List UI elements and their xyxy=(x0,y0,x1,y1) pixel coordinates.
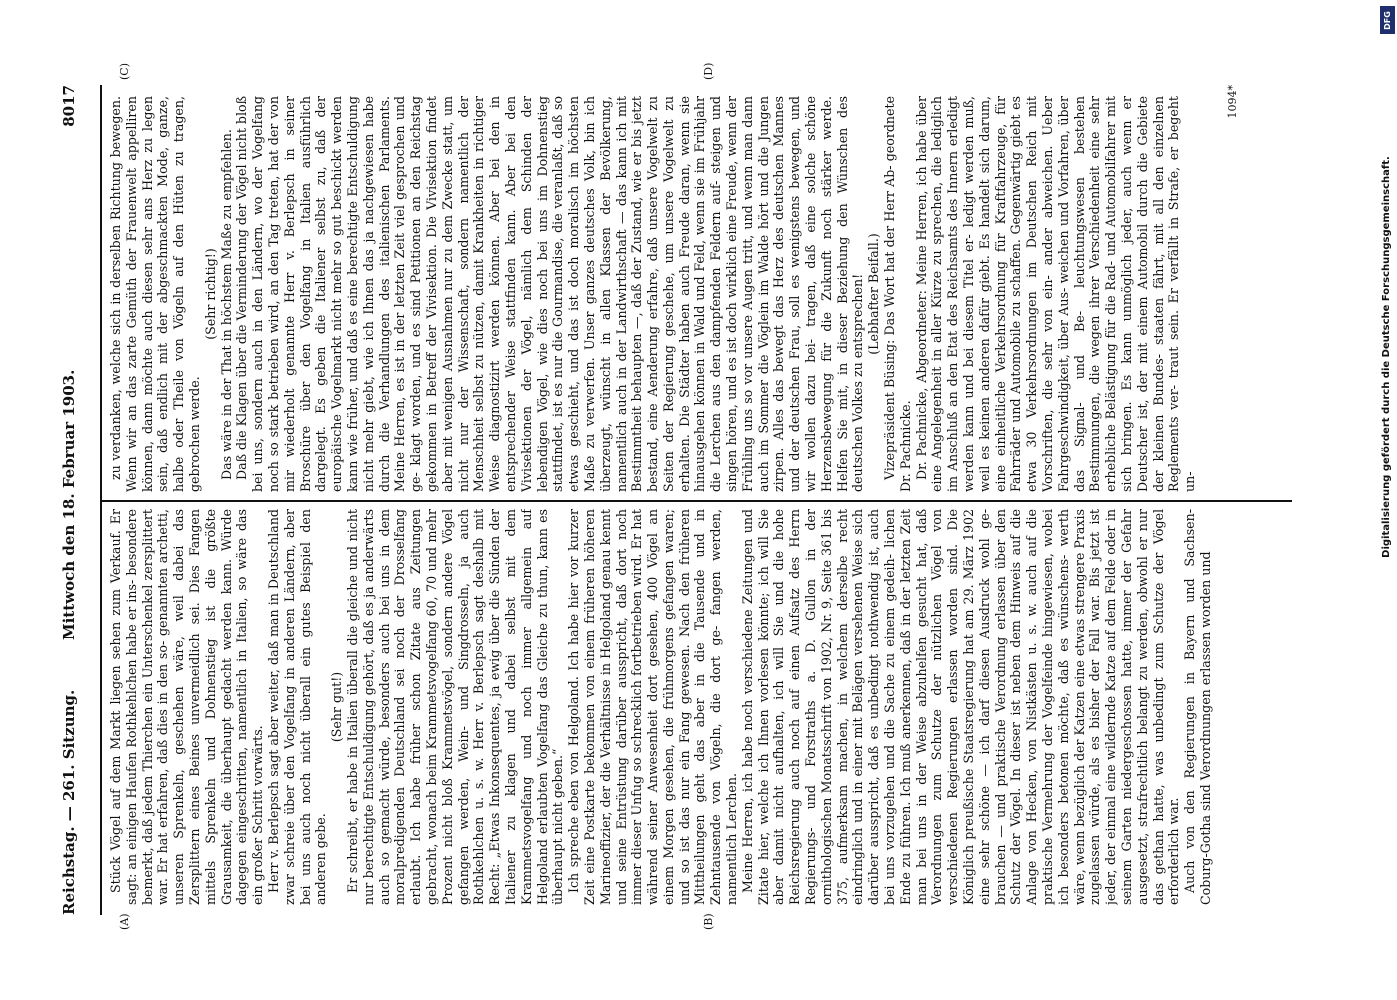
margin-mark-c: (C) xyxy=(118,63,131,80)
paragraph: Meine Herren, ich habe noch verschiedene Zeitungen und Zitate hier, welche ich Ihnen vorlesen könnte; ich will Sie aber damit nicht aufhalten, ich will Sie und die hohe Reichsregierung auch noch auf einen Aufsatz des Herrn Regierungs- und Forstraths a. D. Gullon in der ornithologischen Monatsschrift von 1902, Nr. 9, Seite 361 bis 375, aufmerksam machen, in welchem derselbe recht eindringlich und in einer mit Belägen versehenen Weise sich darüber ausspricht, daß es unbedingt nothwendig ist, auch bei uns vorzugehen und die Sache zu einem gedeih- lichen Ende zu führen. Ich muß anerkennen, daß in der letzten Zeit man bei uns in der Weise abzuhelfen gesucht hat, daß Verordnungen zum Schutze der nützlichen Vögel von verschiedenen Regierungen erlassen worden sind. Die Königlich preußische Staatsregierung hat am 29. März 1902 eine sehr schöne — ich darf diesen Ausdruck wohl ge- brauchen — und praktische Verordnung erlassen über den Schutz der Vögel. In dieser ist neben dem Hinweis auf die Anlage von Hecken, von Nistkästen u. s. w. auch auf die praktische Vermehrung der Vogelfeinde hingewiesen, wobei ich besonders betonen möchte, daß es wünschens- werth wäre, wenn bezüglich der Katzen eine etwas strengere Praxis zugelassen würde, als es bisher der Fall war. Bis jetzt ist jeder, der einmal eine wildernde Katze auf dem Felde oder in seinem Garten niedergeschossen hatte, immer der Gefahr ausgesetzt, strafrechtlich belangt zu werden, obwohl er nur das gethan hatte, was unbedingt zum Schutze der Vögel erforderlich war. xyxy=(739,509,1182,905)
text-column-left xyxy=(108,509,1288,905)
paragraph: Stück Vögel auf dem Markt liegen sehen zum Verkauf. Er sagt: an einigen Haufen Rothkehlchen habe er ins- besondere bemerkt, daß jedem Thierchen ein Unterschenkel zersplittert war. Er hat erfahren, daß dies in den so- genannten archetti, unseren Sprenkeln, geschehen wäre, weil dabei das Zersplittern eines Beines unvermeidlich sei. Dies Fangen mittels Sprenkeln und Dohnenstieg ist die größte Grausamkeit, die überhaupt gedacht werden kann. Würde dagegen eingeschritten, namentlich in Italien, so wäre das ein großer Schritt vorwärts. xyxy=(108,509,266,905)
page-header xyxy=(60,85,88,915)
paragraph: (Lebhafter Beifall.) xyxy=(866,233,882,355)
paragraph: Herr v. Berlepsch sagt aber weiter, daß man in Deutschland zwar schreie über den Vogelfang in anderen Ländern, aber bei uns auch noch nicht überall ein gutes Beispiel den anderen gebe. xyxy=(265,509,329,905)
margin-mark-d: (D) xyxy=(702,62,715,80)
sidebar-caption: Digitalisierung gefördert durch die Deutsche Forschungsgemeinschaft. xyxy=(1381,156,1392,558)
text-column-right xyxy=(108,96,1288,492)
paragraph: Auch von den Regierungen in Bayern und Sachsen- Coburg-Gotha sind Verordnungen erlassen worden und xyxy=(1182,509,1213,905)
margin-mark-a: (A) xyxy=(118,913,131,930)
signature-footer: 1094* xyxy=(1226,85,1239,119)
paragraph: Daß die Klagen über die Verminderung der Vögel nicht bloß bei uns, sondern auch in den Ländern, wo der Vogelfang noch so stark betrieben wird, an den Tag treten, hat der von mir wiederholt genannte Herr v. Berlepsch in seiner Broschüre über den Vogelfang in Italien ausführlich dargelegt. Es geben die Italiener selbst zu, daß der europäische Vogelmarkt nicht mehr so gut beschickt werden kann wie früher, und daß es eine berechtigte Entschuldigung nicht mehr giebt, wie ich Ihnen das ja nachgewiesen habe durch die Verhandlungen des italienischen Parlaments. Meine Herren, es ist in der letzten Zeit viel gesprochen und ge- klagt worden, und es sind Petitionen an den Reichstag gekommen in Betreff der Vivisektion. Die Vivisektion findet aber mit wenigen Ausnahmen nur zu dem Zwecke statt, um nicht nur der Wissenschaft, sondern namentlich der Menschheit selbst zu nützen, damit Krankheiten in richtiger Weise diagnostizirt werden können. Aber bei den in entsprechender Weise stattfinden kann. Aber bei den Vivisektionen der Vögel, nämlich dem Schinden der lebendigen Vögel, wie dies noch bei uns im Dohnenstieg stattfindet, ist es nur die Gourmandise, die veranlaßt, daß so etwas geschieht, und das ist doch moralisch im höchsten Maße zu verwerfen. Unser ganzes deutsches Volk, bin ich überzeugt, wünscht in allen Klassen der Bevölkerung, namentlich auch in der Landwirthschaft — das kann ich mit Bestimmtheit behaupten —, daß der Zustand, wie er bis jetzt bestand, eine Aenderung erfahre, daß unsere Vogelwelt zu Seiten der Regierung geschehe, um unsere Vogelwelt zu erhalten. Die Städter haben auch Freude daran, wenn sie hinausgehen können in Wald und Feld, wenn sie im Frühjahr die Lerchen aus den dampfenden Feldern auf- steigen und singen hören, und es ist doch wirklich eine Freude, wenn der Frühling uns so vor unsere Augen tritt, und wenn man dann auch im Sommer die Vöglein im Walde hört und die Jungen zirpen. Alles das bewegt das Herz des deutschen Mannes und der deutschen Frau, soll es wenigstens bewegen, und wir wollen dazu bei- tragen, daß eine solche schöne Herzensbewegung für die Zukunft noch stärker werde. Helfen Sie mit, in dieser Beziehung den Wünschen des deutschen Volkes zu entsprechen! xyxy=(234,96,866,492)
page-number: 8017 xyxy=(60,85,78,127)
header-session: Reichstag. — 261. Sitzung. xyxy=(60,689,78,915)
paragraph: Dr. Pachnicke, Abgeordneter: Meine Herren, ich habe über eine Angelegenheit in aller Kürze zu sprechen, die lediglich im Anschluß an den Etat des Reichsamts des Innern erledigt werden kann und bei diesem Titel er- ledigt werden muß, weil es keinen anderen dafür giebt. Es handelt sich darum, eine einheitliche Verkehrsordnung für Kraftfahrzeuge, für Fahrräder und Automobile zu schaffen. Gegenwärtig giebt es etwa 30 Verkehrsordnungen im Deutschen Reich mit Vorschriften, die sehr von ein- ander abweichen. Ueber Fahrgeschwindigkeit, über Aus- weichen und Vorfahren, über das Signal- und Be- leuchtungswesen bestehen Bestimmungen, die wegen ihrer Verschiedenheit eine sehr erhebliche Belästigung für die Rad- und Automobilfahrer mit sich bringen. Es kann unmöglich jeder, auch wenn er Deutscher ist, der mit einem Automobil durch die Gebiete der kleinen Bundes- staaten fährt, mit all den einzelnen Reglements ver- traut sein. Er verfällt in Strafe, er begeht un- xyxy=(913,96,1198,492)
paragraph: Das wäre in der That in höchstem Maße zu empfehlen. xyxy=(218,129,234,480)
dfg-logo-icon: DFG xyxy=(1380,6,1395,34)
paragraph: Ich spreche eben von Helgoland. Ich habe hier vor kurzer Zeit eine Postkarte bekommen von einem früheren höheren Marineoffizier, der die Verhältnisse in Helgoland genau kennt und seine Entrüstung darüber ausspricht, daß dort noch immer dieser Unfug so schrecklich fortbetrieben wird. Er hat während seiner Anwesenheit dort gesehen, 400 Vögel an einem Morgen gesehen, die frühmorgens gefangen waren; und so ist das nur ein Fang gewesen. Nach den früheren Mittheilungen geht das aber in die Tausende und in Zehntausende von Vögeln, die dort ge- fangen werden, namentlich Lerchen. xyxy=(566,509,740,905)
margin-mark-b: (B) xyxy=(702,913,715,930)
paragraph: Er schreibt, er habe in Italien überall die gleiche und nicht nur berechtigte Entschuldigung gehört, daß es ja anderwärts auch so gemacht würde, besonders auch bei uns in dem moralpredigenden Deutschland sei noch der Drosselfang erlaubt. Ich habe früher schon Zitate aus Zeitungen gebracht, wonach beim Krammetsvogelfang 60, 70 und mehr Prozent nicht bloß Krammetsvögel, sondern andere Vögel gefangen werden, Wein- und Singdrosseln, ja auch Rothkehlchen u. s. w. Herr v. Berlepsch sagt deshalb mit Recht: „Etwas Inkonsequentes, ja ewig über die Sünden der Italiener zu klagen und dabei selbst mit dem Krammetsvogelfang und noch immer allgemein auf Helgoland erlaubten Vogelfang das Gleiche zu thun, kann es überhaupt nicht geben.“ xyxy=(344,509,566,905)
header-date: Mittwoch den 18. Februar 1903. xyxy=(60,369,78,640)
paragraph: (Sehr richtig!) xyxy=(202,248,218,340)
paragraph: (Sehr gut!) xyxy=(329,671,345,743)
column-divider xyxy=(100,500,1292,502)
paragraph: zu verdanken, welche sich in derselben Richtung bewegen. Wenn wir an das zarte Gemüth der Frauenwelt appelliren können, dann möchte auch diesen sehr ans Herz zu legen sein, daß endlich mit der abgeschmackten Mode, ganze, halbe oder Theile von Vögeln auf den Hüten zu tragen, gebrochen werde. xyxy=(108,96,202,492)
paragraph: Vizepräsident Büsing: Das Wort hat der Herr Ab- geordnete Dr. Pachnicke. xyxy=(882,96,913,492)
sidebar-strip xyxy=(1378,0,1397,1000)
